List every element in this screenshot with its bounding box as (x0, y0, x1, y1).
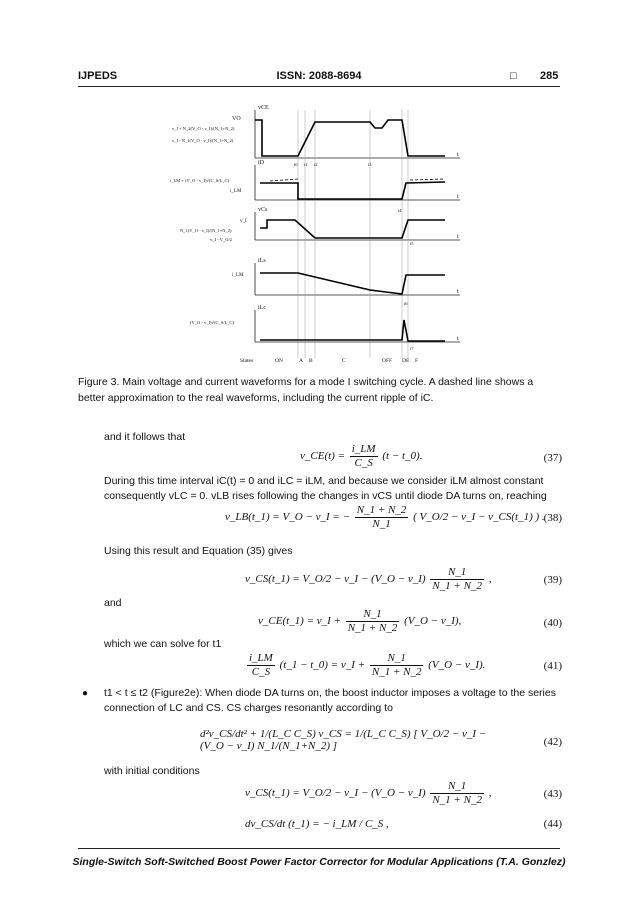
equation-42: d²v_CS/dt² + 1/(L_C C_S) v_CS = 1/(L_C C_S) [ V_O/2 − v_I − (V_O − v_I) N_1/(N_1+N_2) ] (200, 728, 487, 752)
label-ils: iLs (258, 258, 266, 264)
eq-number-39: (39) (543, 574, 562, 586)
y-vo: VO (232, 116, 241, 122)
t2: t2 (314, 162, 318, 167)
axis-t-5: t (457, 336, 459, 342)
y-p3-2: N_1(V_O - v_I)/(N_1+N_2) (180, 228, 232, 233)
y-p4-1: i_LM (232, 273, 244, 278)
running-footer: Single-Switch Soft-Switched Boost Power Factor Corrector for Modular Applications (T.A. Gonzlez) (72, 856, 566, 868)
figure-caption: Figure 3. Main voltage and current waveforms for a mode I switching cycle. A dashed line shows a better approximation to the real waveforms, including the current ripple of iC. (78, 376, 534, 404)
page-number: 285 (540, 70, 559, 82)
paragraph-3: Using this result and Equation (35) gives (104, 545, 293, 557)
states-label: States (240, 358, 254, 364)
y-p1-2: v_I + N_2(V_O - v_I)/(N_1+N_2) (172, 126, 235, 131)
t6: t6 (404, 301, 408, 306)
t5: t5 (410, 241, 414, 246)
y-p1-3: v_I - N_1(V_O - v_I)/(N_1+N_2) (172, 138, 234, 143)
t7: t7 (410, 346, 414, 351)
footer-rule (78, 848, 560, 849)
eq-number-40: (40) (543, 617, 562, 629)
state-b: B (309, 358, 313, 364)
state-on: ON (275, 358, 283, 364)
label-id: iD (258, 160, 264, 166)
header-rule (78, 86, 560, 87)
issn: ISSN: 2088-8694 (276, 70, 362, 82)
state-a: A (299, 358, 303, 364)
equation-43: v_CS(t_1) = V_O/2 − v_I − (V_O − v_I) $\frac{N\_1}{N\_1 + N\_2}$ , (245, 780, 492, 806)
paragraph-6: with initial conditions (104, 765, 200, 777)
equation-37: v_CE(t) = $\frac{i\_LM}{C\_S}$ (t − t_0). (300, 443, 423, 469)
axis-t-3: t (457, 234, 459, 240)
eq-number-41: (41) (543, 660, 562, 672)
equation-44: dv_CS/dt (t_1) = − i_LM / C_S , (245, 818, 389, 830)
y-p2-2: i_LM (230, 189, 242, 194)
paragraph-4: and (104, 597, 122, 609)
eq-number-44: (44) (543, 818, 562, 830)
equation-41: $\frac{i\_LM}{C\_S}$ (t_1 − t_0) = v_I + $\frac{N\_1}{N\_1 + N\_2}$ (V_O − v_I). (249, 652, 486, 678)
t1: t1 (304, 162, 308, 167)
eq-number-42: (42) (543, 736, 562, 748)
t0: t0 (294, 162, 298, 167)
eq-number-37: (37) (543, 452, 562, 464)
equation-40: v_CE(t_1) = v_I + $\frac{N\_1}{N\_1 + N\_2}$ (V_O − v_I), (258, 608, 462, 634)
label-vce: vCE (258, 105, 269, 111)
box-glyph: □ (510, 70, 517, 82)
y-p5-1: (V_O - v_I)√(C_S/L_C) (190, 320, 234, 325)
label-ilc: iLc (258, 305, 266, 311)
label-vcs: vCs (258, 207, 268, 213)
journal-name: IJPEDS (78, 70, 118, 82)
equation-39: v_CS(t_1) = V_O/2 − v_I − (V_O − v_I) $\frac{N\_1}{N\_1 + N\_2}$ , (245, 566, 492, 592)
y-p2-1: i_LM + (V_O - v_I)√(C_S/L_C) (170, 178, 230, 183)
y-p3-3: v_I - V_O/2 (210, 237, 232, 242)
eq-number-43: (43) (543, 788, 562, 800)
bullet-paragraph: t1 < t ≤ t2 (Figure2e): When diode DA turns on, the boost inductor imposes a voltage to the series connection of LC and CS. CS charges resonantly according to (104, 687, 556, 714)
paragraph-1: and it follows that (104, 431, 186, 443)
t4: t4 (398, 208, 402, 213)
equation-38: v_LB(t_1) = V_O − v_I = − $\frac{N\_1 + N\_2}{N\_1}$ ( V_O/2 − v_I − v_CS(t_1) ) . (225, 504, 545, 530)
state-c: C (342, 358, 346, 364)
axis-t-2: t (457, 194, 459, 200)
state-de: DE (402, 358, 410, 364)
paragraph-2: During this time interval iC(t) = 0 and iLC = iLM, and because we consider iLM almost constant consequently vLC = 0. vLB rises following the changes in vCS until diode DA turns on, reaching (104, 475, 547, 502)
state-off: OFF (382, 358, 393, 364)
axis-t-1: t (457, 152, 459, 158)
t3: t3 (368, 162, 372, 167)
waveform-figure (170, 100, 470, 370)
axis-t-4: t (457, 289, 459, 295)
paragraph-5: which we can solve for t1 (104, 638, 222, 650)
y-p3-1: v_I (240, 219, 247, 224)
bullet-glyph: ● (82, 688, 89, 699)
state-f: F (415, 358, 419, 364)
eq-number-38: (38) (543, 512, 562, 524)
